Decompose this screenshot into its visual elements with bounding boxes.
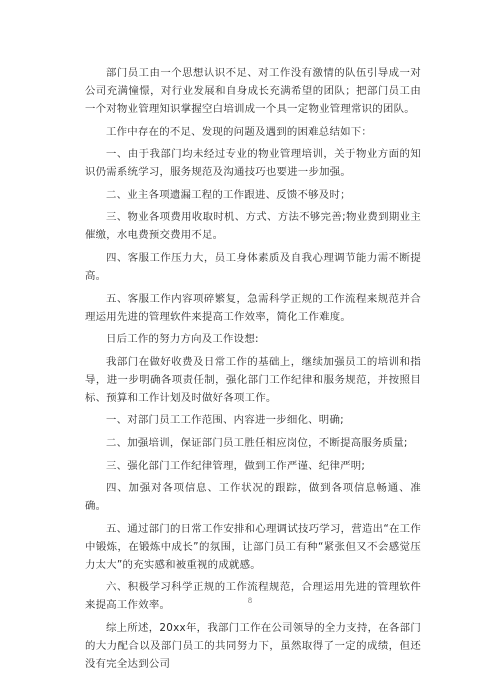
paragraph-future-direction-heading: 日后工作的努力方向及工作设想:	[106, 333, 259, 346]
paragraph-problem-2-followup: 二、业主各项遗漏工程的工作跟进、反馈不够及时；	[106, 188, 351, 201]
document-body	[85, 64, 421, 678]
paragraph-plan-6-workflow: 六、积极学习科学正规的工作流程规范，合理运用先进的管理软件来提高工作效率。	[85, 581, 421, 612]
paragraph-plan-2-training: 二、加强培训，保证部门员工胜任相应岗位，不断提高服务质量;	[106, 436, 408, 449]
paragraph-plan-3-discipline: 三、强化部门工作纪律管理，做到工作严谨、纪律严明;	[106, 459, 366, 472]
paragraph-problem-3-fees: 三、物业各项费用收取时机、方式、方法不够完善;物业费到期业主催缴，水电费预交费用不足。	[85, 211, 421, 242]
paragraph-summary: 综上所述，20xx年，我部门工作在公司领导的全力支持，在各部门的大力配合以及部门员工的共同努力下，虽然取得了一定的成绩，但还没有完全达到公司	[85, 621, 421, 670]
paragraph-team-transformation: 部门员工由一个思想认识不足、对工作没有激情的队伍引导成一对公司充满憧憬，对行业发展和自身成长充满希望的团队；把部门员工由一个对物业管理知识掌握空白培训成一个具一定物业管理常识的团队。	[85, 67, 421, 115]
paragraph-problem-5-workflow: 五、客服工作内容项碎繁复，急需科学正规的工作流程来规范并合理运用先进的管理软件来提高工作效率，简化工作难度。	[85, 292, 421, 323]
paragraph-problems-intro: 工作中存在的不足、发现的问题及遇到的困难总结如下：	[106, 125, 373, 138]
page-number: 8	[247, 597, 253, 605]
paragraph-future-plan-overview: 我部门在做好收费及日常工作的基础上，继续加强员工的培训和指导，进一步明确各项责任制，强化部门工作纪律和服务规范，并按照目标、预算和工作计划及时做好各项工作。	[85, 355, 421, 404]
paragraph-plan-1-scope: 一、对部门员工工作范围、内容进一步细化、明确;	[106, 414, 344, 427]
paragraph-plan-4-tracking: 四、加强对各项信息、工作状况的跟踪，做到各项信息畅通、准确。	[85, 482, 421, 513]
paragraph-plan-5-atmosphere: 五、通过部门的日常工作安排和心理调试技巧学习，营造出“在工作中锻炼，在锻炼中成长”的氛围，让部门员工有种“紧张但又不会感觉压力太大”的充实感和被重视的成就感。	[85, 522, 421, 571]
paragraph-problem-1-training: 一、由于我部门均未经过专业的物业管理培训，关于物业方面的知识仍需系统学习，服务规范及沟通技巧也要进一步加强。	[85, 148, 421, 179]
paragraph-problem-4-pressure: 四、客服工作压力大，员工身体素质及自我心理调节能力需不断提高。	[85, 251, 421, 282]
